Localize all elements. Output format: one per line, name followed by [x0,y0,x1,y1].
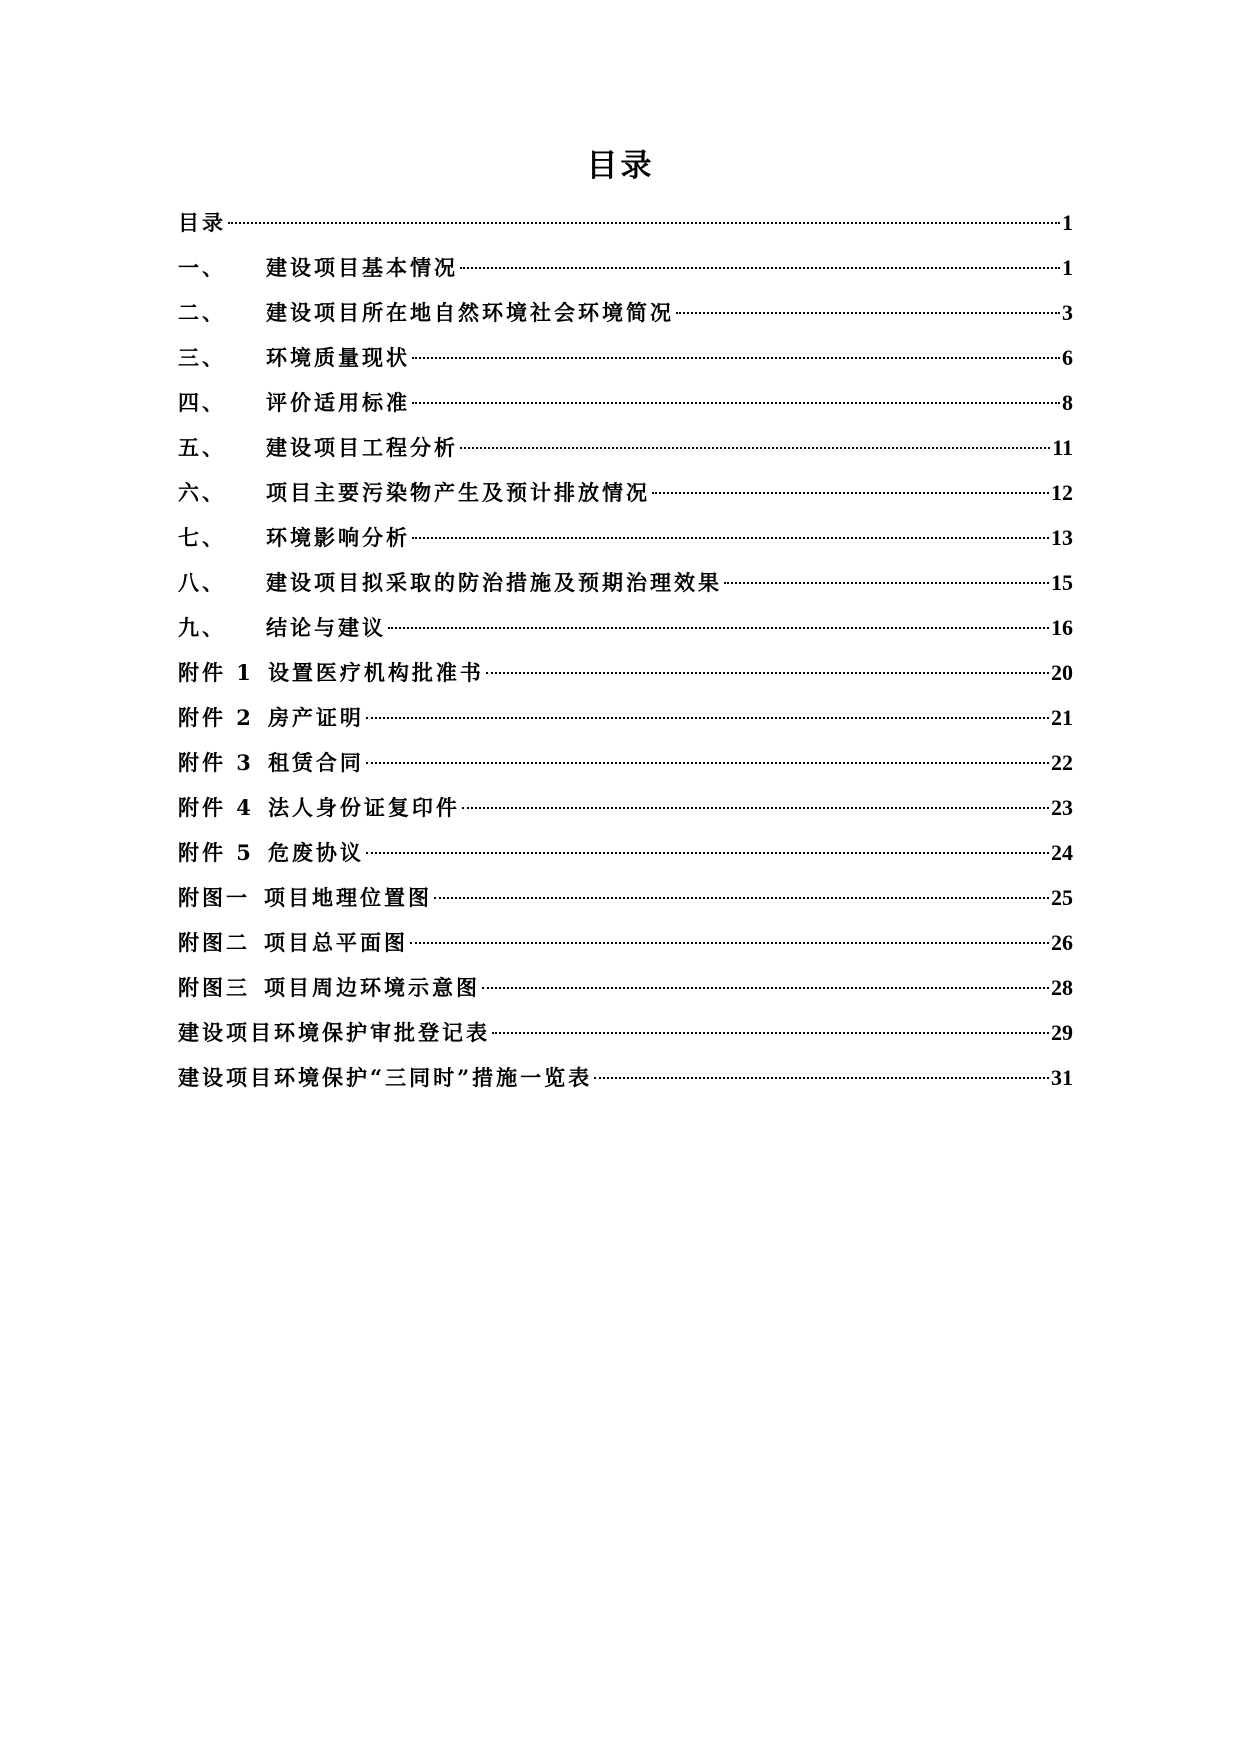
toc-entry[interactable] [178,245,1073,290]
toc-dot-leader [676,312,1060,314]
toc-entry[interactable] [178,605,1073,650]
toc-page-number: 21 [1051,705,1073,730]
toc-entry-number: 附件 3 [178,750,254,775]
toc-dot-leader [724,582,1049,584]
toc-dot-leader [388,627,1049,629]
toc-entry-text: 建设项目拟采取的防治措施及预期治理效果 [266,570,722,595]
toc-dot-leader [594,1077,1049,1079]
toc-page-number: 28 [1051,975,1073,1000]
toc-page-number: 1 [1062,255,1073,280]
toc-entry[interactable] [178,965,1073,1010]
toc-entry-text: 设置医疗机构批准书 [267,660,484,685]
page-title: 目录 [586,148,655,184]
toc-entry-text: 目录 [178,210,226,235]
toc-dot-leader [412,402,1060,404]
toc-entry-text: 租赁合同 [267,750,364,775]
toc-dot-leader [366,717,1049,719]
toc-page-number: 3 [1062,300,1073,325]
toc-entry[interactable] [178,290,1073,335]
toc-entry[interactable] [178,830,1073,875]
toc-entry-text: 项目地理位置图 [264,885,432,910]
toc-page-number: 29 [1051,1020,1073,1045]
toc-page-number: 1 [1062,210,1073,235]
toc-entry[interactable] [178,335,1073,380]
toc-entry-number: 附图一 [178,885,250,910]
toc-page-number: 15 [1051,570,1073,595]
toc-entry-text: 环境质量现状 [266,345,410,370]
toc-entry-text: 建设项目环境保护审批登记表 [178,1020,490,1045]
toc-entry[interactable] [178,560,1073,605]
toc-entry[interactable] [178,785,1073,830]
toc-dot-leader [412,357,1060,359]
toc-page-number: 31 [1051,1065,1073,1090]
toc-entry[interactable] [178,470,1073,515]
toc-entry-number: 九、 [178,615,226,640]
toc-dot-leader [228,222,1060,224]
toc-entry-number: 附图二 [178,930,250,955]
toc-entry-text: 法人身份证复印件 [267,795,460,820]
toc-entry[interactable] [178,650,1073,695]
toc-entry[interactable] [178,200,1073,245]
toc-entry-text: 项目主要污染物产生及预计排放情况 [266,480,650,505]
toc-dot-leader [652,492,1049,494]
toc-dot-leader [460,267,1060,269]
toc-entry[interactable] [178,380,1073,425]
toc-page-number: 25 [1051,885,1073,910]
toc-entry-number: 二、 [178,300,226,325]
toc-entry-text: 房产证明 [267,705,364,730]
toc-entry-number: 附图三 [178,975,250,1000]
toc-page-number: 20 [1051,660,1073,685]
toc-dot-leader [412,537,1049,539]
toc-entry-text: 评价适用标准 [266,390,410,415]
toc-entry-number: 三、 [178,345,226,370]
toc-entry[interactable] [178,1010,1073,1055]
toc-entry-number: 附件 5 [178,840,254,865]
toc-entry-text: 建设项目工程分析 [266,435,458,460]
toc-page-number: 22 [1051,750,1073,775]
toc-dot-leader [486,672,1049,674]
toc-entry-number: 附件 2 [178,705,254,730]
toc-entry[interactable] [178,1055,1073,1100]
toc-entry[interactable] [178,695,1073,740]
toc-page-number: 16 [1051,615,1073,640]
toc-entry-text: 建设项目环境保护“三同时”措施一览表 [178,1065,593,1090]
toc-entry-number: 四、 [178,390,226,415]
toc-page-number: 26 [1051,930,1073,955]
toc-entry-number: 五、 [178,435,226,460]
toc-entry-text: 项目总平面图 [264,930,408,955]
toc-dot-leader [410,942,1049,944]
toc-entry-text: 建设项目基本情况 [266,255,458,280]
toc-entry[interactable] [178,875,1073,920]
toc-entry-text: 建设项目所在地自然环境社会环境简况 [266,300,674,325]
toc-entry[interactable] [178,425,1073,470]
toc-entry-number: 附件 4 [178,795,254,820]
toc-entry[interactable] [178,920,1073,965]
toc-entry-number: 一、 [178,255,226,280]
toc-entry-number: 七、 [178,525,226,550]
toc-entry-text: 环境影响分析 [266,525,410,550]
toc-entry[interactable] [178,740,1073,785]
toc-page-number: 13 [1051,525,1073,550]
toc-entry-text: 危废协议 [267,840,364,865]
toc-dot-leader [366,762,1049,764]
toc-dot-leader [462,807,1049,809]
toc-page-number: 8 [1062,390,1073,415]
toc-entry[interactable] [178,515,1073,560]
toc-entry-text: 项目周边环境示意图 [264,975,480,1000]
table-of-contents [178,200,1073,1100]
toc-dot-leader [492,1032,1049,1034]
toc-dot-leader [460,447,1050,449]
toc-page-number: 6 [1062,345,1073,370]
toc-dot-leader [482,987,1049,989]
toc-page-number: 11 [1052,435,1073,460]
toc-page-number: 24 [1051,840,1073,865]
toc-entry-text: 结论与建议 [266,615,386,640]
toc-page-number: 23 [1051,795,1073,820]
toc-entry-number: 附件 1 [178,660,254,685]
toc-dot-leader [434,897,1049,899]
toc-entry-number: 六、 [178,480,226,505]
toc-entry-number: 八、 [178,570,226,595]
toc-page-number: 12 [1051,480,1073,505]
toc-dot-leader [366,852,1049,854]
